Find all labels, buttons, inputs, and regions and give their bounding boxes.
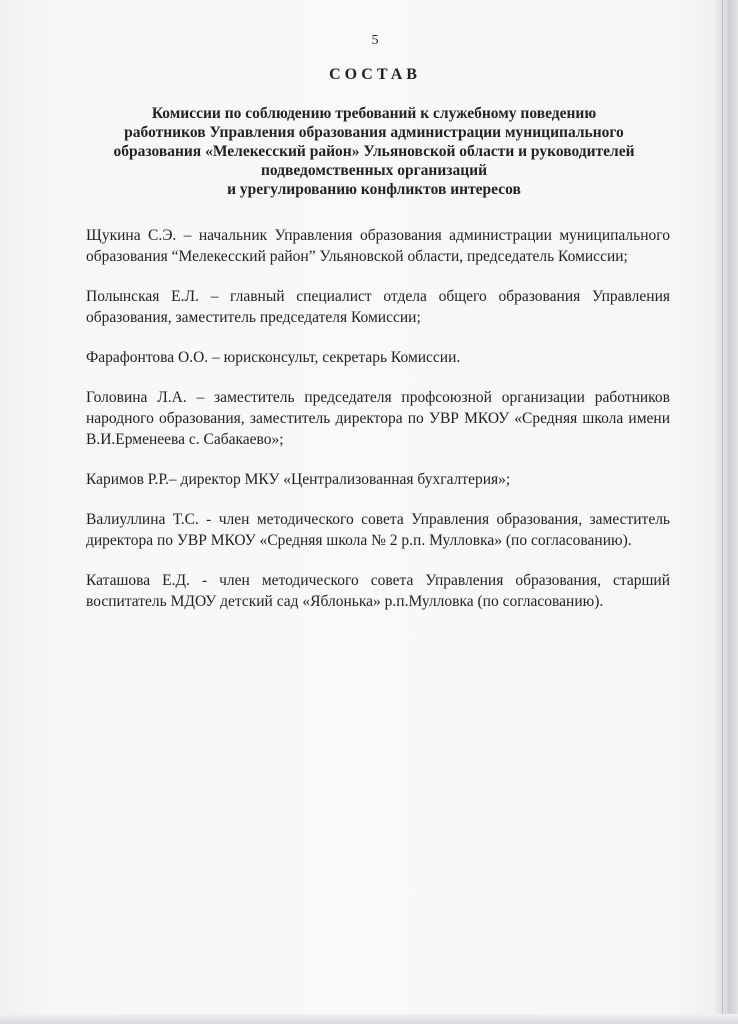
subtitle-line: подведомственных организаций bbox=[260, 162, 488, 179]
member-list bbox=[86, 225, 670, 631]
member-entry-polynskaya: Полынская Е.Л. – главный специалист отдела общего образования Управления образования, заместитель председателя Комиссии; bbox=[86, 288, 670, 326]
subtitle-line: Комиссии по соблюдению требований к служебному поведению bbox=[151, 105, 597, 122]
subtitle-line: и урегулированию конфликтов интересов bbox=[227, 181, 521, 198]
subtitle-line: образования «Мелекесский район» Ульяновской области и руководителей bbox=[113, 143, 635, 160]
member-entry-shchukina: Щукина С.Э. – начальник Управления образования администрации муниципального образования “Мелекесский район” Ульяновской области, председатель Комиссии; bbox=[86, 227, 670, 265]
member-entry-katashova: Каташова Е.Д. - член методического совета Управления образования, старший воспитатель МДОУ детский сад «Яблонька» р.п.Мулловка (по согласованию). bbox=[86, 572, 670, 610]
member-entry-valiullina: Валиуллина Т.С. - член методического совета Управления образования, заместитель директора по УВР МКОУ «Средняя школа № 2 р.п. Мулловка» (по согласованию). bbox=[86, 511, 670, 549]
document-heading: СОСТАВ bbox=[329, 66, 421, 83]
member-entry-farafontova: Фарафонтова О.О. – юрисконсульт, секретарь Комиссии. bbox=[86, 349, 461, 366]
page-number: 5 bbox=[371, 33, 379, 48]
document-subtitle bbox=[84, 104, 664, 199]
member-entry-golovina: Головина Л.А. – заместитель председателя профсоюзной организации работников народного образования, заместитель директора по УВР МКОУ «Средняя школа имени В.И.Ерменеева с. Сабакаево»; bbox=[86, 389, 670, 448]
member-entry-karimov: Каримов Р.Р.– директор МКУ «Централизованная бухгалтерия»; bbox=[86, 471, 511, 488]
subtitle-line: работников Управления образования администрации муниципального bbox=[124, 124, 624, 141]
